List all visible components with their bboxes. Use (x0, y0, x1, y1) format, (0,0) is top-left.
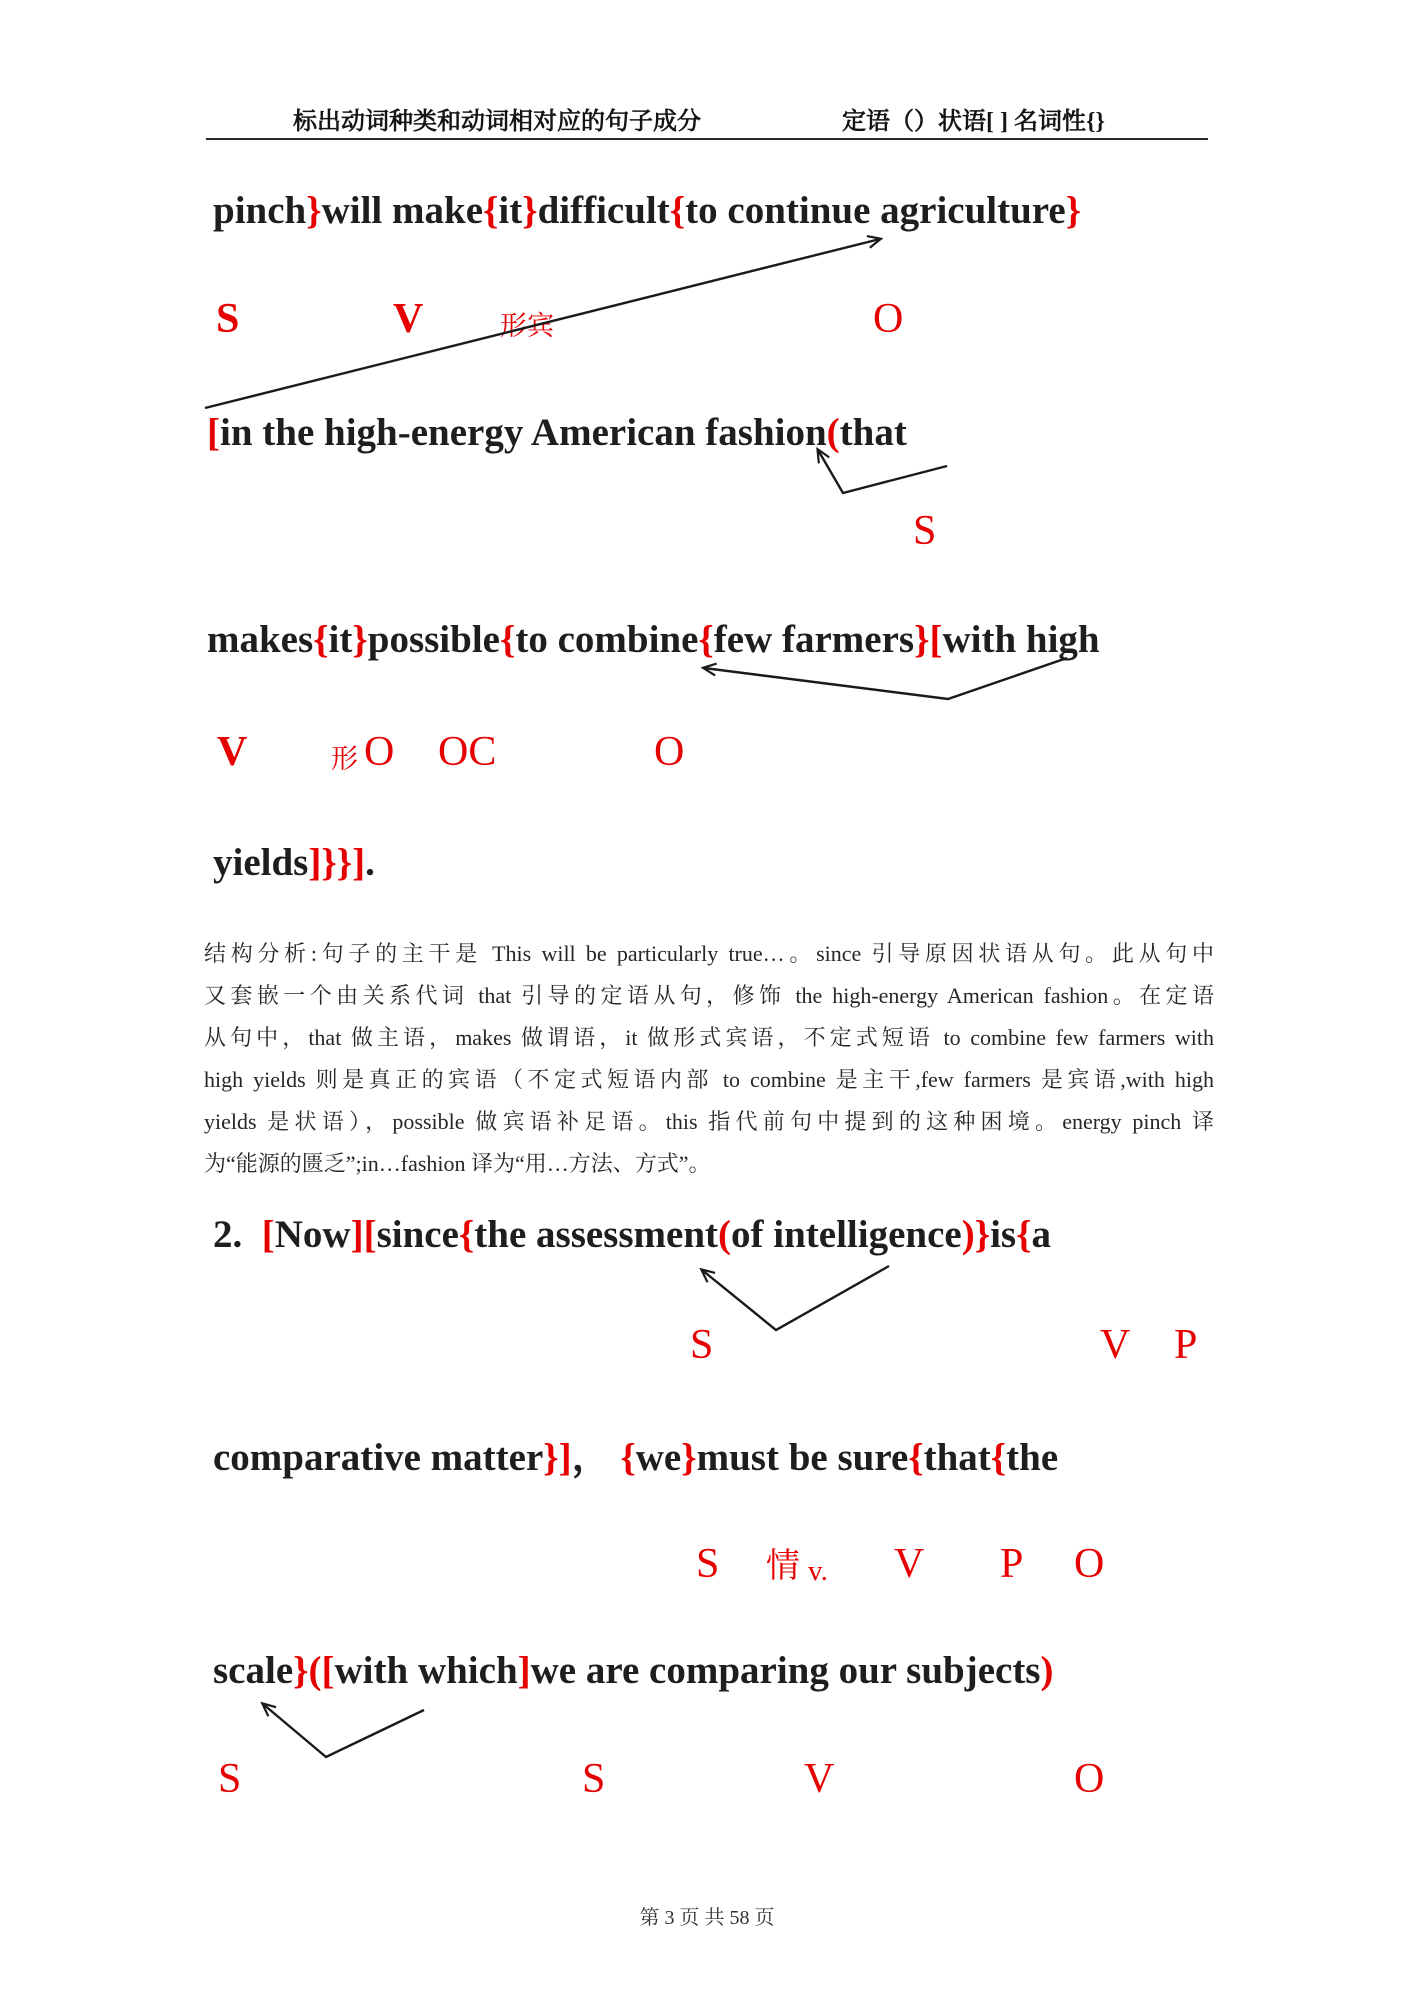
sentence-text: since (376, 1213, 459, 1256)
bracket-mark: { (698, 618, 714, 661)
bracket-mark: { (313, 618, 329, 661)
analysis-line: yields 是状语），possible 做宾语补足语。this 指代前句中提到的这种困境。energy pinch 译 (204, 1109, 1214, 1134)
sentence2-line3 (213, 1648, 1053, 1693)
sentence2-line2 (213, 1426, 1058, 1482)
label-subject-that: S (913, 508, 937, 554)
bracket-mark: { (499, 618, 516, 661)
sentence-text: a (1031, 1213, 1051, 1256)
label-verb-be: V (894, 1541, 925, 1587)
sentence1-line4 (213, 840, 375, 885)
bracket-mark: ( (718, 1213, 732, 1256)
sentence-text: comparative matter (213, 1436, 544, 1479)
bracket-mark: [ (261, 1213, 275, 1256)
analysis-paragraph (204, 933, 1214, 1185)
sentence-text: ， (571, 1436, 621, 1479)
bracket-mark: } (914, 618, 930, 661)
bracket-mark: [ (207, 411, 220, 454)
bracket-mark: { (908, 1436, 924, 1479)
bracket-mark: )} (961, 1213, 991, 1256)
label-subject-scale: S (218, 1756, 242, 1802)
sentence-text: possible (367, 618, 500, 661)
bracket-mark: ( (308, 1649, 322, 1692)
label-modal-v: v. (808, 1555, 828, 1587)
label-xing: 形 (331, 744, 358, 774)
bracket-mark: } (1065, 189, 1082, 232)
bracket-mark: { (620, 1436, 636, 1479)
sentence-text: we are comparing our subjects (530, 1649, 1041, 1692)
label-predicative-sure: P (1000, 1541, 1024, 1587)
sentence1-line2 (207, 410, 907, 455)
bracket-mark: } (293, 1649, 309, 1692)
bracket-mark: } (681, 1436, 697, 1479)
sentence-text: will make (321, 189, 484, 232)
sentence-text: makes (207, 618, 314, 661)
bracket-mark: } (306, 189, 322, 232)
header-title-left: 标出动词种类和动词相对应的句子成分 (293, 109, 701, 135)
bracket-mark: ][ (350, 1213, 377, 1256)
sentence-text: we (635, 1436, 682, 1479)
header-divider (206, 138, 1208, 140)
sentence-text: that (923, 1436, 991, 1479)
sentence2-line1 (213, 1212, 1051, 1257)
sentence-text: yields (213, 841, 309, 884)
bracket-mark: { (669, 189, 686, 232)
sentence-text: must be sure (696, 1436, 909, 1479)
label-verb-makes: V (217, 729, 248, 775)
label-object-that: O (1074, 1541, 1105, 1587)
label-verb2: V (1100, 1322, 1131, 1368)
sentence-text: scale (213, 1649, 294, 1692)
bracket-mark: ) (1040, 1649, 1054, 1692)
label-subject-we: S (696, 1541, 720, 1587)
bracket-mark: { (458, 1213, 475, 1256)
sentence-text: with high (942, 618, 1100, 661)
sentence1-line1 (213, 188, 1081, 233)
analysis-line: 结构分析:句子的主干是 This will be particularly true…。since 引导原因状语从句。此从句中 (204, 941, 1214, 966)
sentence-text: 2. (213, 1213, 262, 1256)
label-verb-comparing: V (804, 1756, 835, 1802)
analysis-line: 又套嵌一个由关系代词 that 引导的定语从句，修饰 the high-energy American fashion。在定语 (204, 983, 1214, 1008)
label-formal-object: O (364, 729, 395, 775)
bracket-mark: { (483, 189, 499, 232)
label-subject: S (216, 296, 240, 342)
arrow-that-refers-fashion (818, 450, 947, 493)
bracket-mark: ( (826, 411, 840, 454)
bracket-mark: } (352, 618, 368, 661)
sentence-text: it (498, 189, 523, 232)
analysis-line: 为“能源的匮乏”;in…fashion 译为“用…方法、方式”。 (204, 1151, 711, 1176)
label-xingbin: 形宾 (500, 311, 554, 341)
label-modal-qing: 情 (766, 1548, 800, 1585)
sentence-text: of intelligence (731, 1213, 962, 1256)
sentence-text: few farmers (713, 618, 915, 661)
sentence-text: to continue agriculture (685, 189, 1066, 232)
label-subject2: S (690, 1322, 714, 1368)
sentence-text: to combine (515, 618, 699, 661)
sentence-text: difficult (537, 189, 670, 232)
label-verb: V (393, 296, 424, 342)
sentence-text: the assessment (474, 1213, 719, 1256)
sentence1-line3 (207, 617, 1100, 662)
sentence-text: in the high-energy American fashion (220, 411, 827, 454)
arrow-with-high-yields-modifies-combine (704, 658, 1067, 699)
label-subject-we2: S (582, 1756, 606, 1802)
sentence-text: is (990, 1213, 1017, 1256)
label-object-complement: OC (438, 729, 497, 775)
bracket-mark: } (522, 189, 538, 232)
bracket-mark: }] (543, 1436, 572, 1479)
bracket-mark: ] (517, 1649, 531, 1692)
sentence-text: . (365, 841, 375, 884)
sentence-text: it (328, 618, 353, 661)
label-object-subjects: O (1074, 1756, 1105, 1802)
sentence-text: Now (274, 1213, 351, 1256)
arrow-with-which-refers-scale (263, 1704, 424, 1757)
sentence-text: pinch (213, 189, 307, 232)
label-real-object: O (654, 729, 685, 775)
sentence-text: that (839, 411, 907, 454)
sentence-text: the (1006, 1436, 1059, 1479)
label-object: O (873, 296, 904, 342)
arrow-of-intelligence-modifies-assessment (702, 1266, 889, 1330)
bracket-mark: [ (321, 1649, 335, 1692)
bracket-mark: { (1016, 1213, 1032, 1256)
bracket-mark: ]}}] (308, 841, 366, 884)
label-predicative2: P (1174, 1322, 1198, 1368)
analysis-line: 从句中，that 做主语，makes 做谓语，it 做形式宾语，不定式短语 to combine few farmers with (204, 1025, 1214, 1050)
sentence-text: with which (334, 1649, 518, 1692)
bracket-mark: { (990, 1436, 1007, 1479)
page-number: 第 3 页 共 58 页 (639, 1907, 775, 1929)
bracket-mark: [ (929, 618, 943, 661)
header-legend-right: 定语（）状语[ ] 名词性{} (842, 109, 1105, 135)
analysis-line: high yields 则是真正的宾语（不定式短语内部 to combine 是主干,few farmers 是宾语,with high (204, 1067, 1214, 1092)
